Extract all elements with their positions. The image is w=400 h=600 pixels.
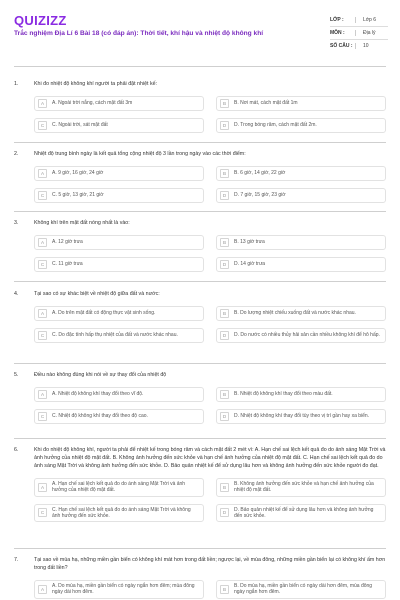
option-b[interactable]	[216, 387, 386, 402]
meta-value: 10	[355, 43, 388, 49]
option-a[interactable]	[34, 166, 204, 181]
option-text: B. Nơi mát, cách mặt đất 1m	[234, 100, 298, 107]
option-b[interactable]	[216, 478, 386, 497]
meta-row-class	[330, 14, 388, 26]
option-text: B. Do mùa hạ, miền gần biển có ngày dài hơn đêm, mùa đông ngày ngắn hơn đêm.	[234, 583, 373, 596]
option-text: D. Bảo quản nhiệt kế để sử dụng lâu hơn và không ảnh hưởng đến sức khỏe.	[234, 506, 374, 519]
question-text	[14, 150, 386, 158]
question-text	[14, 290, 386, 298]
option-c[interactable]	[34, 328, 204, 343]
option-letter: D	[220, 191, 229, 200]
question-divider	[14, 548, 386, 549]
answer-options	[34, 235, 386, 272]
option-a[interactable]	[34, 235, 204, 250]
option-letter: C	[38, 191, 47, 200]
question-prompt: Tại sao về mùa hạ, những miền gần biển có không khí mát hơn trong đất liền; ngược lại, về mùa đông, những miền gần biển lại có không khí ấm hơn trong đất liền?	[34, 557, 386, 571]
option-c[interactable]	[34, 504, 204, 523]
option-letter: C	[38, 331, 47, 340]
option-a[interactable]	[34, 478, 204, 497]
question-prompt: Không khí trên mặt đất nóng nhất là vào:	[34, 220, 130, 226]
option-text: B. 13 giờ trưa	[234, 239, 265, 246]
option-text: D. 14 giờ trưa	[234, 261, 266, 268]
question-prompt: Khi đo nhiệt độ không khí người ta phải đặt nhiệt kế:	[34, 81, 158, 87]
meta-value: Lớp 6	[355, 17, 388, 23]
page-title: Trắc nghiệm Địa Lí 6 Bài 18 (có đáp án): Thời tiết, khí hậu và nhiệt độ không khí	[14, 30, 264, 37]
question-divider	[14, 363, 386, 364]
option-letter: D	[220, 121, 229, 130]
answer-options	[34, 580, 386, 599]
option-text: A. 12 giờ trưa	[52, 239, 83, 246]
option-a[interactable]	[34, 387, 204, 402]
question-3	[14, 219, 386, 279]
question-6	[14, 446, 386, 529]
question-text	[14, 556, 386, 572]
option-text: A. Do mùa hạ, miền gần biển có ngày ngắn hơn đêm; mùa đông ngày dài hơn đêm.	[52, 583, 195, 596]
option-letter: B	[220, 483, 229, 492]
option-c[interactable]	[34, 257, 204, 272]
option-a[interactable]	[34, 96, 204, 111]
option-letter: A	[38, 483, 47, 492]
option-text: C. Nhiệt độ không khí thay đổi theo độ cao.	[52, 413, 148, 420]
option-letter: B	[220, 585, 229, 594]
option-text: B. Do lượng nhiệt chiếu xuống đất và nước khác nhau.	[234, 310, 356, 317]
option-b[interactable]	[216, 96, 386, 111]
option-letter: C	[38, 260, 47, 269]
option-d[interactable]	[216, 257, 386, 272]
question-number: 3.	[14, 220, 19, 226]
question-number: 2.	[14, 151, 19, 157]
question-prompt: Tại sao có sự khác biệt về nhiệt độ giữa đất và nước:	[34, 291, 160, 297]
option-a[interactable]	[34, 306, 204, 321]
option-text: C. 11 giờ trưa	[52, 261, 83, 268]
option-a[interactable]	[34, 580, 204, 599]
question-text	[14, 446, 386, 470]
option-text: B. Nhiệt độ không khí thay đổi theo màu đất.	[234, 391, 333, 398]
option-letter: A	[38, 390, 47, 399]
option-text: A. Do trên mặt đất có động thực vật sinh sống.	[52, 310, 156, 317]
option-text: D. Nhiệt độ không khí thay đổi tùy theo vị trí gần hay xa biển.	[234, 413, 370, 420]
option-text: D. Do nước có nhiều thủy hải sản cần nhiều không khí để hô hấp.	[234, 332, 380, 339]
option-letter: A	[38, 238, 47, 247]
meta-key: LỚP :	[330, 17, 344, 23]
option-text: D. 7 giờ, 15 giờ, 23 giờ	[234, 192, 286, 199]
option-letter: B	[220, 390, 229, 399]
option-text: C. Do đặc tính hấp thụ nhiệt của đất và nước khác nhau.	[52, 332, 178, 339]
option-text: B. Không ảnh hưởng đến sức khỏe và hạn chế ảnh hưởng của nhiệt độ mặt đất.	[234, 481, 374, 494]
option-letter: B	[220, 169, 229, 178]
option-letter: C	[38, 412, 47, 421]
option-c[interactable]	[34, 409, 204, 424]
question-divider	[14, 281, 386, 282]
option-letter: B	[220, 99, 229, 108]
question-prompt: Nhiệt độ trung bình ngày là kết quả tổng cộng nhiệt độ 3 lần trong ngày vào các thời điểm:	[34, 151, 246, 157]
question-divider	[14, 142, 386, 143]
option-letter: D	[220, 260, 229, 269]
option-c[interactable]	[34, 118, 204, 133]
option-letter: A	[38, 169, 47, 178]
meta-row-subject	[330, 27, 388, 39]
meta-box	[330, 14, 388, 52]
option-text: C. Ngoài trời, sát mặt đất	[52, 122, 108, 129]
answer-options	[34, 478, 386, 522]
question-text	[14, 80, 386, 88]
option-letter: C	[38, 508, 47, 517]
option-letter: C	[38, 121, 47, 130]
question-number: 5.	[14, 372, 19, 378]
meta-value: Địa lý	[355, 30, 388, 36]
option-letter: D	[220, 412, 229, 421]
meta-key: MÔN :	[330, 30, 345, 36]
option-letter: A	[38, 309, 47, 318]
question-2	[14, 150, 386, 210]
option-letter: B	[220, 309, 229, 318]
question-text	[14, 219, 386, 227]
option-d[interactable]	[216, 409, 386, 424]
option-letter: D	[220, 331, 229, 340]
option-d[interactable]	[216, 504, 386, 523]
option-text: A. Hạn chế sai lệch kết quả đo do ánh sáng Mặt Trời và ảnh hưởng của nhiệt độ mặt đất.	[52, 481, 186, 494]
option-b[interactable]	[216, 580, 386, 599]
question-number: 4.	[14, 291, 19, 297]
question-number: 1.	[14, 81, 19, 87]
question-divider	[14, 211, 386, 212]
option-c[interactable]	[34, 188, 204, 203]
option-b[interactable]	[216, 166, 386, 181]
option-letter: A	[38, 99, 47, 108]
question-5	[14, 371, 386, 431]
option-text: C. 5 giờ, 13 giờ, 21 giờ	[52, 192, 104, 199]
option-text: A. Ngoài trời nắng, cách mặt đất 3m	[52, 100, 133, 107]
option-letter: A	[38, 585, 47, 594]
option-d[interactable]	[216, 328, 386, 343]
question-7	[14, 556, 386, 600]
quizizz-logo: QUIZIZZ	[14, 13, 67, 28]
header	[0, 0, 400, 62]
question-number: 7.	[14, 557, 19, 563]
question-text	[14, 371, 386, 379]
answer-options	[34, 387, 386, 424]
option-b[interactable]	[216, 306, 386, 321]
option-d[interactable]	[216, 118, 386, 133]
meta-key: SỐ CÂU :	[330, 43, 353, 49]
option-text: A. Nhiệt độ không khí thay đổi theo vĩ độ.	[52, 391, 144, 398]
option-text: C. Hạn chế sai lệch kết quả đo do ánh sáng Mặt Trời và không ảnh hưởng đến sức khỏe.	[52, 506, 191, 519]
question-4	[14, 290, 386, 350]
option-text: B. 6 giờ, 14 giờ, 22 giờ	[234, 170, 286, 177]
question-divider	[14, 438, 386, 439]
option-text: D. Trong bóng râm, cách mặt đất 2m.	[234, 122, 317, 129]
question-prompt: Khi đo nhiệt độ không khí, người ta phải để nhiệt kế trong bóng râm và cách mặt đất 2 mét vì: A. Hạn chế sai lệch kết quả đo do ảnh sáng Mặt Trời và ảnh hưởng của nhiệt độ mặt đất. B. Không ảnh hưởng đến sức khỏe và hạn chế ảnh hưởng của nhiệt độ mặt đất. C. Hạn chế sai lệch kết quả đo do ảnh sáng Mặt Trời và không ảnh hưởng đến sức khỏe. D. Bảo quản nhiệt kế để sử dụng lâu hơn và không ảnh hưởng đến sức khỏe người đo đạt.	[34, 447, 386, 469]
option-b[interactable]	[216, 235, 386, 250]
question-prompt: Điều nào không đúng khi nói về sự thay đổi của nhiệt độ	[34, 372, 167, 378]
meta-row-count	[330, 40, 388, 52]
answer-options	[34, 166, 386, 203]
answer-options	[34, 306, 386, 343]
question-number: 6.	[14, 447, 19, 453]
header-divider	[14, 66, 386, 67]
option-letter: B	[220, 238, 229, 247]
option-d[interactable]	[216, 188, 386, 203]
option-letter: D	[220, 508, 229, 517]
question-1	[14, 80, 386, 140]
option-text: A. 9 giờ, 16 giờ, 24 giờ	[52, 170, 104, 177]
answer-options	[34, 96, 386, 133]
